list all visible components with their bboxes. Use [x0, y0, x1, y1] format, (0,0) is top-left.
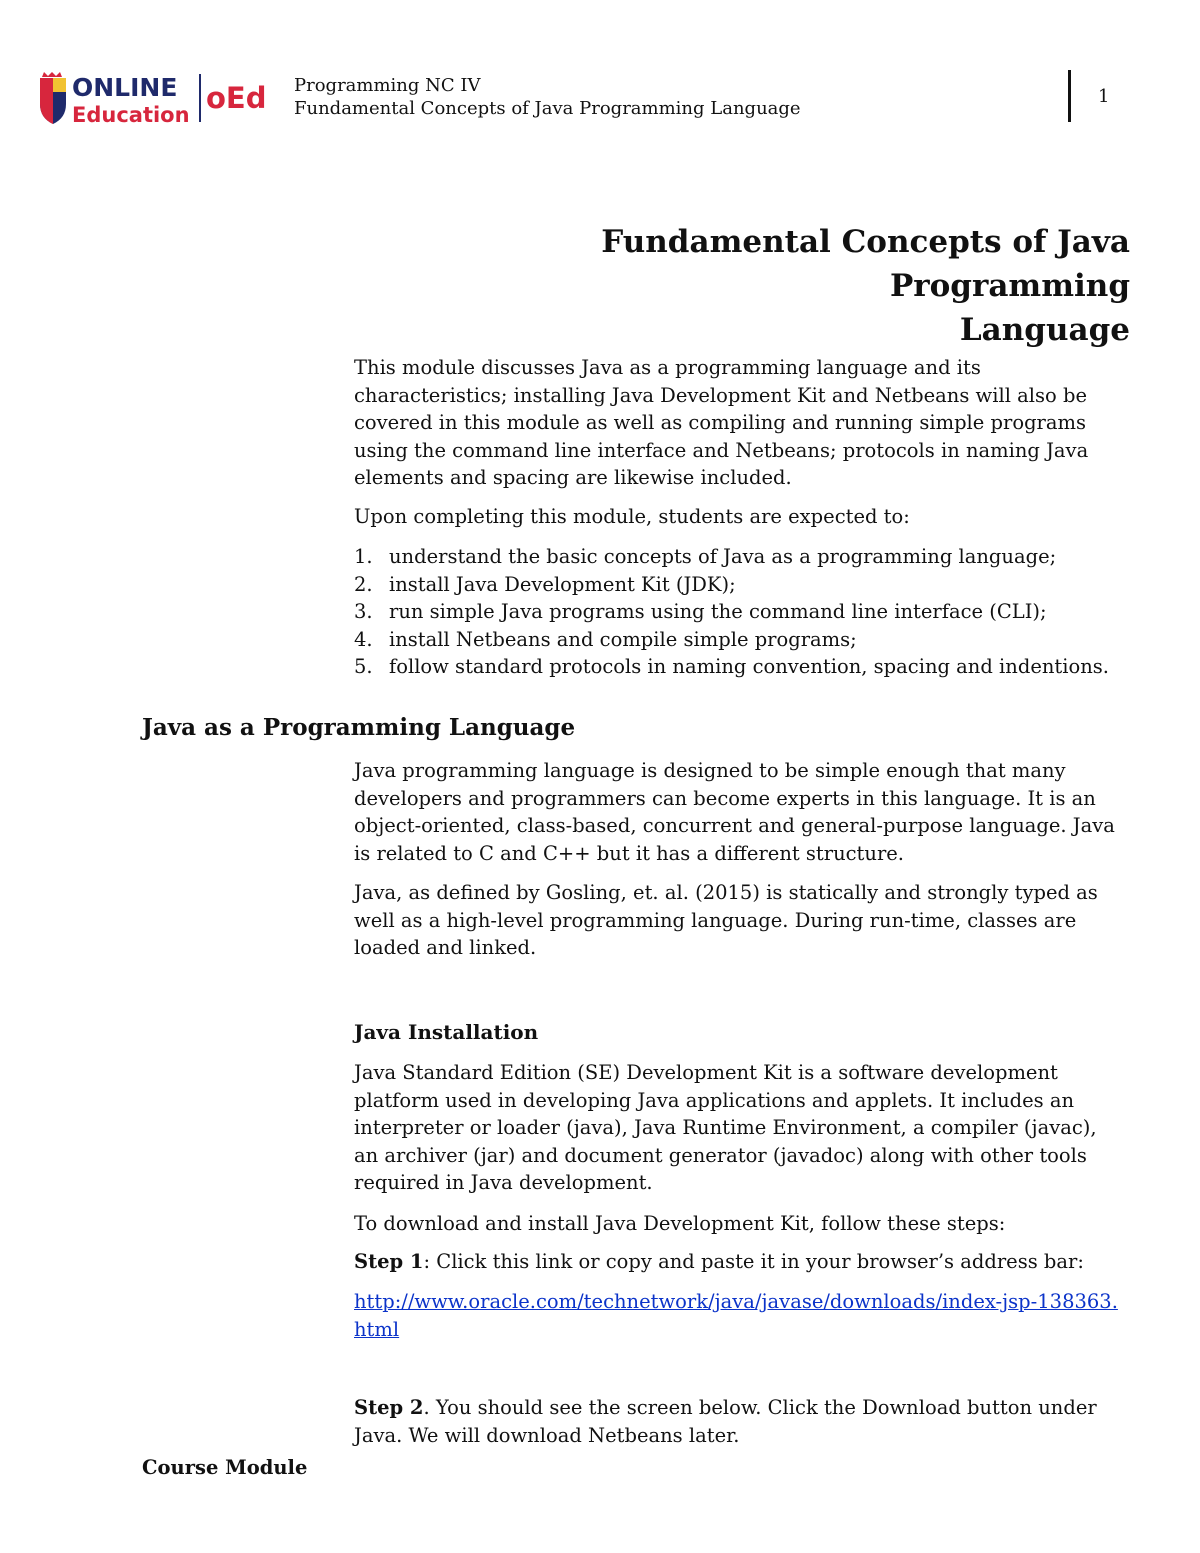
section-heading-java: Java as a Programming Language	[142, 714, 576, 741]
logo-education-text: Education	[72, 103, 190, 126]
step-1-text: : Click this link or copy and paste it in your browser’s address bar:	[423, 1250, 1084, 1273]
java-paragraph-2	[354, 879, 1124, 962]
footer-course-module: Course Module	[142, 1456, 308, 1479]
expectation-text	[354, 503, 1124, 531]
list-item	[354, 598, 1124, 626]
list-text: run simple Java programs using the command line interface (CLI);	[389, 600, 1047, 623]
logo-oed-text: oEd	[206, 81, 267, 115]
logo-online-text: ONLINE	[72, 73, 178, 102]
list-text: follow standard protocols in naming convention, spacing and indentions.	[389, 655, 1110, 678]
course-name: Programming NC IV	[294, 75, 481, 96]
list-item	[354, 543, 1124, 571]
list-number: 5.	[354, 655, 373, 678]
title-line-1: Fundamental Concepts of Java Programming	[601, 224, 1130, 304]
title-line-2: Language	[959, 312, 1130, 348]
list-number: 2.	[354, 572, 373, 596]
step-1-label: Step 1	[354, 1250, 424, 1273]
objectives-list	[354, 543, 1124, 681]
step-2-label: Step 2	[354, 1396, 424, 1419]
list-text: install Java Development Kit (JDK);	[389, 572, 736, 596]
header-divider	[1068, 70, 1071, 122]
list-item	[354, 571, 1124, 599]
paragraph: Java programming language is designed to be simple enough that many developers and programmers can become experts in this language. It is an object-oriented, class-based, concurrent and general-purpose language. Java is related to C and C++ but it has a different structure.	[354, 759, 1115, 865]
paragraph: Java, as defined by Gosling, et. al. (2015) is statically and strongly typed as well as a high-level programming language. During run-time, classes are loaded and linked.	[354, 881, 1098, 959]
installation-paragraph-2	[354, 1210, 1124, 1238]
list-number: 1.	[354, 545, 373, 568]
java-paragraph-1	[354, 757, 1124, 867]
intro-section	[354, 354, 1124, 492]
subheading-java-installation: Java Installation	[354, 1020, 539, 1044]
step-1	[354, 1248, 1124, 1276]
expectation-paragraph: Upon completing this module, students are expected to:	[354, 505, 910, 528]
list-text: understand the basic concepts of Java as a programming language;	[389, 545, 1057, 568]
list-item	[354, 653, 1124, 681]
list-number: 3.	[354, 600, 373, 623]
online-education-logo	[36, 70, 271, 126]
list-item	[354, 626, 1124, 654]
running-header	[294, 74, 801, 120]
step-2	[354, 1394, 1124, 1449]
module-subtitle: Fundamental Concepts of Java Programming Language	[294, 98, 801, 119]
paragraph: Java Standard Edition (SE) Development Kit is a software development platform used in developing Java applications and applets. It includes an interpreter or loader (java), Java Runtime Environment, a compiler (javac), an archiver (jar) and document generator (javadoc) along with other tools required in Java development.	[354, 1061, 1097, 1194]
installation-paragraph-1	[354, 1059, 1124, 1197]
oracle-download-link[interactable]: http://www.oracle.com/technetwork/java/javase/downloads/index-jsp-138363.html	[354, 1290, 1118, 1341]
page-title	[370, 220, 1130, 352]
step-2-text: . You should see the screen below. Click the Download button under Java. We will download Netbeans later.	[354, 1396, 1097, 1447]
paragraph: To download and install Java Development Kit, follow these steps:	[354, 1212, 1006, 1235]
intro-paragraph: This module discusses Java as a programming language and its characteristics; installing Java Development Kit and Netbeans will also be covered in this module as well as compiling and running simple programs using the command line interface and Netbeans; protocols in naming Java elements and spacing are likewise included.	[354, 356, 1089, 489]
page-number: 1	[1098, 86, 1110, 107]
list-number: 4.	[354, 627, 373, 651]
shield-icon	[40, 72, 66, 124]
list-text: install Netbeans and compile simple programs;	[389, 627, 857, 651]
